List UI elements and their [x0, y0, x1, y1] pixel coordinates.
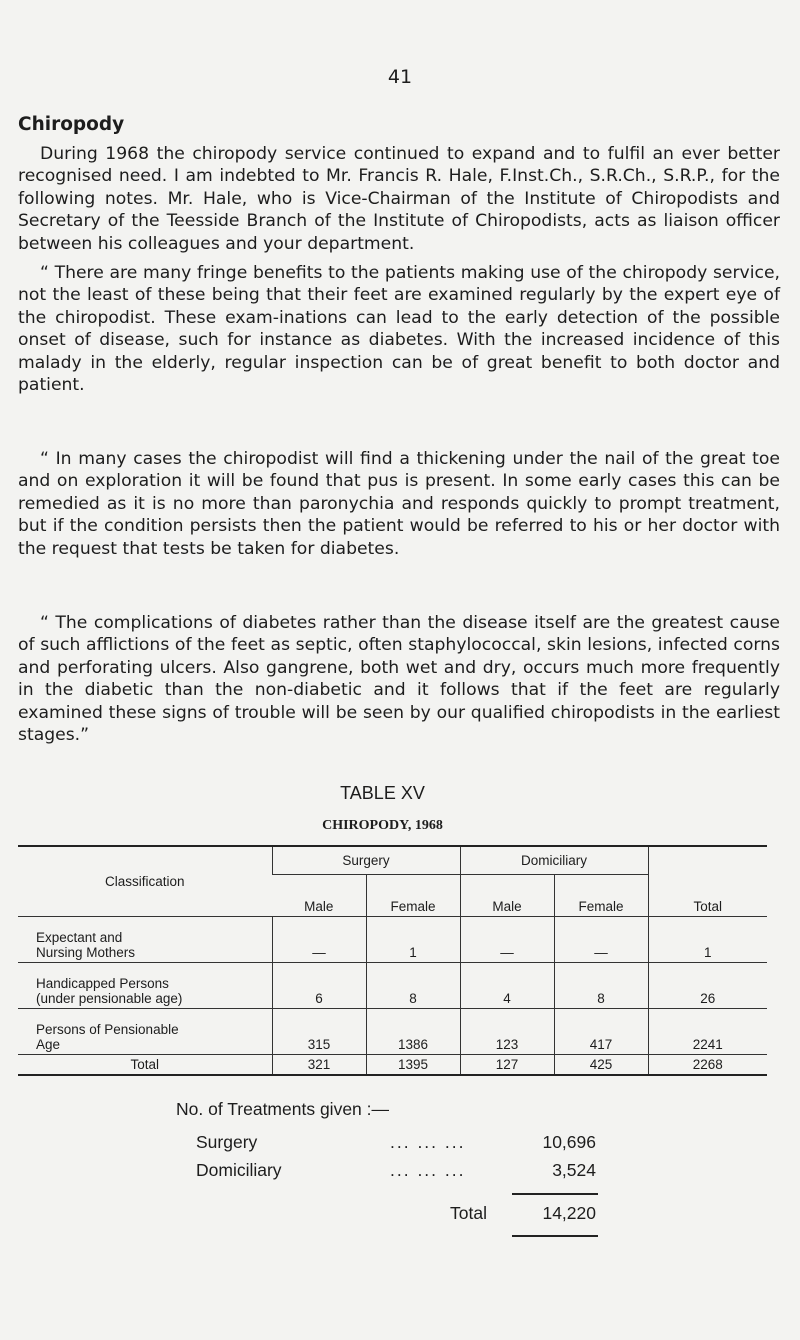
row-label: Handicapped Persons (under pensionable age) — [18, 962, 272, 1008]
cell-surgery-male: 6 — [272, 962, 366, 1008]
row-label: Persons of Pensionable Age — [18, 1008, 272, 1054]
table-header-row-1 — [18, 846, 767, 874]
paragraph-fringe-benefits: “ There are many fringe benefits to the patients making use of the chiropody service, not the least of these being that their feet are examined regularly by the expert eye of the chiropodist. These exam-inations can lead to the early detection of the possible onset of disease, such for instance as diabetes. With the increased incidence of this malady in the elderly, regular inspection can be of great benefit to both doctor and patient. — [18, 263, 780, 396]
treatments-domiciliary-value: 3,524 — [552, 1160, 596, 1180]
total-rule — [512, 1235, 598, 1237]
treatments-surgery-value: 10,696 — [542, 1132, 596, 1152]
header-surgery-female: Female — [366, 874, 460, 916]
cell-domiciliary-male: 4 — [460, 962, 554, 1008]
cell-surgery-male: — — [272, 916, 366, 962]
total-grand: 2268 — [648, 1054, 767, 1075]
total-domiciliary-female: 425 — [554, 1054, 648, 1075]
cell-domiciliary-female: — — [554, 916, 648, 962]
table-total-row — [18, 1054, 767, 1075]
table-row — [18, 916, 767, 962]
leader-dots: ... ... ... — [390, 1160, 466, 1180]
header-surgery-male: Male — [272, 874, 366, 916]
table-row — [18, 1008, 767, 1054]
header-classification: Classification — [104, 873, 185, 889]
row-label: Expectant and Nursing Mothers — [18, 916, 272, 962]
cell-surgery-female: 8 — [366, 962, 460, 1008]
header-surgery: Surgery — [272, 846, 460, 874]
total-row-label: Total — [18, 1054, 272, 1075]
paragraph-nail-thickening: “ In many cases the chiropodist will find a thickening under the nail of the great toe and on exploration it will be found that pus is present. In some early cases this can be remedied as it is no more than paronychia and responds quickly to prompt treatment, but if the condition persists then the patient would be referred to his or her doctor with the request that tests be taken for diabetes. — [18, 449, 780, 559]
paragraph-intro: During 1968 the chiropody service continued to expand and to fulfil an ever better recognised need. I am indebted to Mr. Francis R. Hale, F.Inst.Ch., S.R.Ch., S.R.P., for the following notes. Mr. Hale, who is Vice-Chairman of the Institute of Chiropodists and Secretary of the Teesside Branch of the Institute of Chiropodists, acts as liaison officer between his colleagues and your department. — [18, 144, 780, 254]
sum-rule — [512, 1193, 598, 1195]
cell-surgery-male: 315 — [272, 1008, 366, 1054]
cell-total: 2241 — [648, 1008, 767, 1054]
table-row — [18, 962, 767, 1008]
paragraph-complications: “ The complications of diabetes rather than the disease itself are the greatest cause of such afflictions of the feet as septic, often staphylococcal, skin lesions, infected corns and perforating ulcers. Also gangrene, both wet and dry, occurs much more frequently in the diabetic than the non-diabetic and it follows that if the feet are regularly examined these signs of trouble will be seen by our qualified chiropodists in the earliest stages.” — [18, 613, 780, 746]
cell-total: 26 — [648, 962, 767, 1008]
total-surgery-male: 321 — [272, 1054, 366, 1075]
header-total: Total — [648, 846, 767, 916]
page-number: 41 — [387, 66, 413, 88]
chiropody-table — [18, 845, 767, 1076]
table-caption: TABLE XV — [340, 783, 425, 803]
leader-dots: ... ... ... — [390, 1132, 466, 1152]
cell-surgery-female: 1 — [366, 916, 460, 962]
treatments-surgery-label: Surgery — [196, 1132, 258, 1152]
cell-domiciliary-male: 123 — [460, 1008, 554, 1054]
total-surgery-female: 1395 — [366, 1054, 460, 1075]
treatments-domiciliary-label: Domiciliary — [196, 1160, 282, 1180]
header-domiciliary-female: Female — [554, 874, 648, 916]
total-domiciliary-male: 127 — [460, 1054, 554, 1075]
cell-surgery-female: 1386 — [366, 1008, 460, 1054]
section-heading: Chiropody — [18, 114, 125, 135]
treatments-total-label: Total — [450, 1203, 487, 1223]
table-subtitle: CHIROPODY, 1968 — [322, 818, 443, 833]
cell-total: 1 — [648, 916, 767, 962]
header-domiciliary: Domiciliary — [460, 846, 648, 874]
cell-domiciliary-female: 8 — [554, 962, 648, 1008]
treatments-intro: No. of Treatments given :— — [176, 1099, 390, 1119]
cell-domiciliary-female: 417 — [554, 1008, 648, 1054]
cell-domiciliary-male: — — [460, 916, 554, 962]
header-domiciliary-male: Male — [460, 874, 554, 916]
treatments-total-value: 14,220 — [542, 1203, 596, 1223]
